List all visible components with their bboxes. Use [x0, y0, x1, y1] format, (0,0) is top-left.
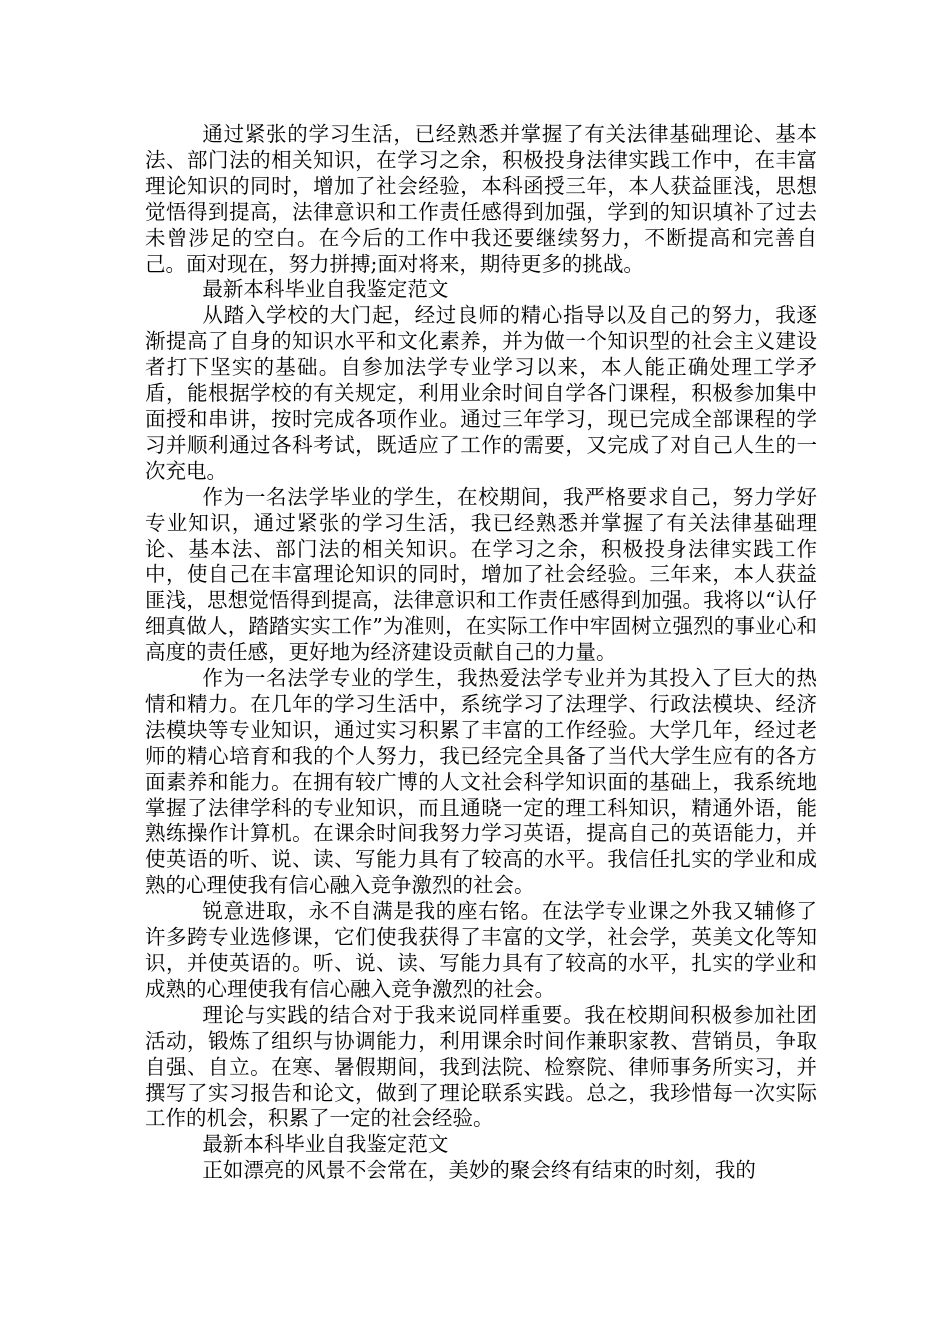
section-heading-2: 最新本科毕业自我鉴定范文: [202, 1132, 449, 1157]
paragraph-6: 理论与实践的结合对于我来说同样重要。我在校期间积极参加社团活动，锻炼了组织与协调能力，利用课余时间作兼职家教、营销员，争取自强、自立。在寒、暑假期间，我到法院、检察院、律师事务所实习，并撰写了实习报告和论文，做到了理论联系实践。总之，我珍惜每一次实际工作的机会，积累了一定的社会经验。: [145, 1002, 817, 1131]
section-heading-1: 最新本科毕业自我鉴定范文: [202, 277, 449, 302]
paragraph-4: 作为一名法学专业的学生，我热爱法学专业并为其投入了巨大的热情和精力。在几年的学习生活中，系统学习了法理学、行政法模块、经济法模块等专业知识，通过实习积累了丰富的工作经验。大学几年，经过老师的精心培育和我的个人努力，我已经完全具备了当代大学生应有的各方面素养和能力。在拥有较广博的人文社会科学知识面的基础上，我系统地掌握了法律学科的专业知识，而且通晓一定的理工科知识，精通外语，能熟练操作计算机。在课余时间我努力学习英语，提高自己的英语能力，并使英语的听、说、读、写能力具有了较高的水平。我信任扎实的学业和成熟的心理使我有信心融入竞争激烈的社会。: [145, 666, 817, 898]
paragraph-1: 通过紧张的学习生活，已经熟悉并掌握了有关法律基础理论、基本法、部门法的相关知识，在学习之余，积极投身法律实践工作中，在丰富理论知识的同时，增加了社会经验，本科函授三年，本人获益匪浅，思想觉悟得到提高，法律意识和工作责任感得到加强，学到的知识填补了过去未曾涉足的空白。在今后的工作中我还要继续努力，不断提高和完善自己。面对现在，努力拼搏;面对将来，期待更多的挑战。: [145, 122, 817, 276]
document-body: [145, 122, 817, 1184]
paragraph-3: 作为一名法学毕业的学生，在校期间，我严格要求自己，努力学好专业知识，通过紧张的学习生活，我已经熟悉并掌握了有关法律基础理论、基本法、部门法的相关知识。在学习之余，积极投身法律实践工作中，使自己在丰富理论知识的同时，增加了社会经验。三年来，本人获益匪浅，思想觉悟得到提高，法律意识和工作责任感得到加强。我将以“认仔细真做人，踏踏实实工作”为准则，在实际工作中牢固树立强烈的事业心和高度的责任感，更好地为经济建设贡献自己的力量。: [145, 484, 817, 665]
paragraph-5: 锐意进取，永不自满是我的座右铭。在法学专业课之外我又辅修了许多跨专业选修课，它们使我获得了丰富的文学，社会学，英美文化等知识，并使英语的。听、说、读、写能力具有了较高的水平，扎实的学业和成熟的心理使我有信心融入竞争激烈的社会。: [145, 899, 817, 1001]
paragraph-2: 从踏入学校的大门起，经过良师的精心指导以及自己的努力，我逐渐提高了自身的知识水平和文化素养，并为做一个知识型的社会主义建设者打下坚实的基础。自参加法学专业学习以来，本人能正确处理工学矛盾，能根据学校的有关规定，利用业余时间自学各门课程，积极参加集中面授和串讲，按时完成各项作业。通过三年学习，现已完成全部课程的学习并顺利通过各科考试，既适应了工作的需要，又完成了对自己人生的一次充电。: [145, 303, 817, 483]
paragraph-7: 正如漂亮的风景不会常在，美妙的聚会终有结束的时刻，我的: [202, 1158, 756, 1183]
